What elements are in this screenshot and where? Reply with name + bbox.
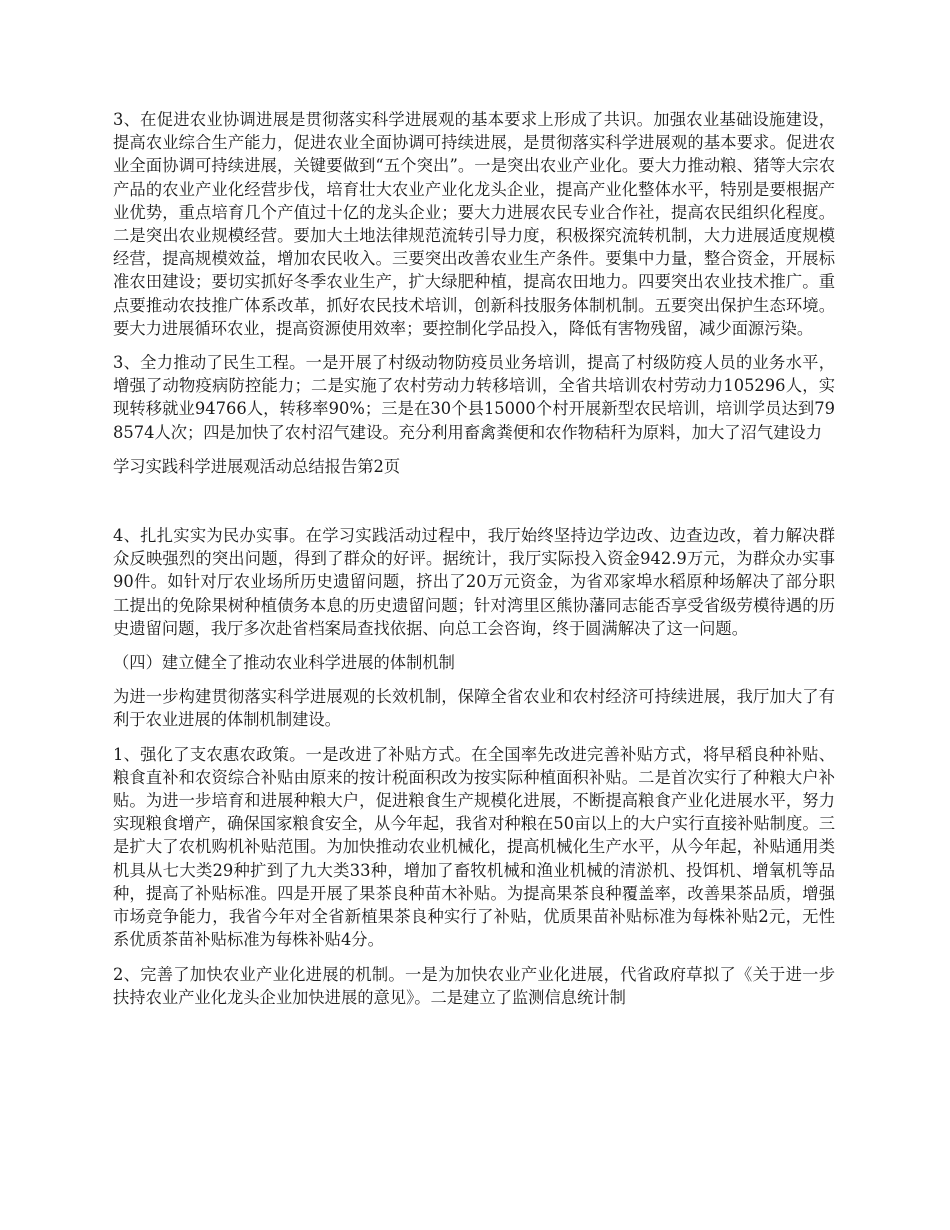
- paragraph-industrialization-mechanism: 2、完善了加快农业产业化进展的机制。一是为加快农业产业化进展，代省政府草拟了《关于进一步扶持农业产业化龙头企业加快进展的意见》。二是建立了监测信息统计制: [113, 964, 835, 1007]
- paragraph-practical-matters: 4、扎扎实实为民办实事。在学习实践活动过程中，我厅始终坚持边学边改、边查边改，着力解决群众反映强烈的突出问题，得到了群众的好评。据统计，我厅实际投入资金942.9万元，为群众办实事90件。如针对厅农业场所历史遗留问题，挤出了20万元资金，为省邓家埠水稻原种场解决了部分职工提出的免除果树种植债务本息的历史遗留问题；针对湾里区熊协藩同志能否享受省级劳模待遇的历史遗留问题，我厅多次赴省档案局查找依据、向总工会咨询，终于圆满解决了这一问题。: [113, 526, 835, 638]
- paragraph-gap: [113, 732, 835, 743]
- document-page: [113, 108, 835, 1009]
- page-footer-label: 学习实践科学进展观活动总结报告第2页: [113, 456, 401, 476]
- paragraph-gap: [113, 640, 835, 651]
- section-heading-mechanism: （四）建立健全了推动农业科学进展的体制机制: [113, 653, 455, 673]
- paragraph-gap: [113, 674, 835, 685]
- page-break-gap: [113, 478, 835, 524]
- paragraph-mechanism-intro: 为进一步构建贯彻落实科学进展观的长效机制，保障全省农业和农村经济可持续进展，我厅加大了有利于农业进展的体制机制建设。: [113, 687, 835, 730]
- paragraph-subsidy-policy: 1、强化了支农惠农政策。一是改进了补贴方式。在全国率先改进完善补贴方式，将早稻良种补贴、粮食直补和农资综合补贴由原来的按计税面积改为按实际种植面积补贴。二是首次实行了种粮大户补贴。为进一步培育和进展种粮大户，促进粮食生产规模化进展，不断提高粮食产业化进展水平，努力实现粮食增产，确保国家粮食安全，从今年起，我省对种粮在50亩以上的大户实行直接补贴制度。三是扩大了农机购机补贴范围。为加快推动农业机械化，提高机械化生产水平，从今年起，补贴通用类机具从七大类29种扩到了九大类33种，增加了畜牧机械和渔业机械的清淤机、投饵机、增氧机等品种，提高了补贴标准。四是开展了果茶良种苗木补贴。为提高果茶良种覆盖率，改善果茶品质，增强市场竞争能力，我省今年对全省新植果茶良种实行了补贴，优质果苗补贴标准为每株补贴2元，无性系优质茶苗补贴标准为每株补贴4分。: [113, 744, 835, 950]
- paragraph-gap: [113, 340, 835, 351]
- paragraph-livelihood-project: 3、全力推动了民生工程。一是开展了村级动物防疫员业务培训，提高了村级防疫人员的业务水平，增强了动物疫病防控能力；二是实施了农村劳动力转移培训，全省共培训农村劳动力105296人，实现转移就业94766人，转移率90%；三是在30个县15000个村开展新型农民培训，培训学员达到798574人次；四是加快了农村沼气建设。充分利用畜禽粪便和农作物秸秆为原料，加大了沼气建设力: [113, 353, 835, 442]
- paragraph-gap: [113, 444, 835, 455]
- paragraph-agri-coordination: 3、在促进农业协调进展是贯彻落实科学进展观的基本要求上形成了共识。加强农业基础设施建设，提高农业综合生产能力，促进农业全面协调可持续进展，是贯彻落实科学进展观的基本要求。促进农业全面协调可持续进展，关键要做到“五个突出”。一是突出农业产业化。要大力推动粮、猪等大宗农产品的农业产业化经营步伐，培育壮大农业产业化龙头企业，提高产业化整体水平，特别是要根据产业优势，重点培育几个产值过十亿的龙头企业；要大力进展农民专业合作社，提高农民组织化程度。二是突出农业规模经营。要加大土地法律规范流转引导力度，积极探究流转机制，大力进展适度规模经营，提高规模效益，增加农民收入。三要突出改善农业生产条件。要集中力量，整合资金，开展标准农田建设；要切实抓好冬季农业生产，扩大绿肥种植，提高农田地力。四要突出农业技术推广。重点要推动农技推广体系改革，抓好农民技术培训，创新科技服务体制机制。五要突出保护生态环境。要大力进展循环农业，提高资源使用效率；要控制化学品投入，降低有害物残留，减少面源污染。: [113, 110, 835, 338]
- paragraph-gap: [113, 952, 835, 963]
